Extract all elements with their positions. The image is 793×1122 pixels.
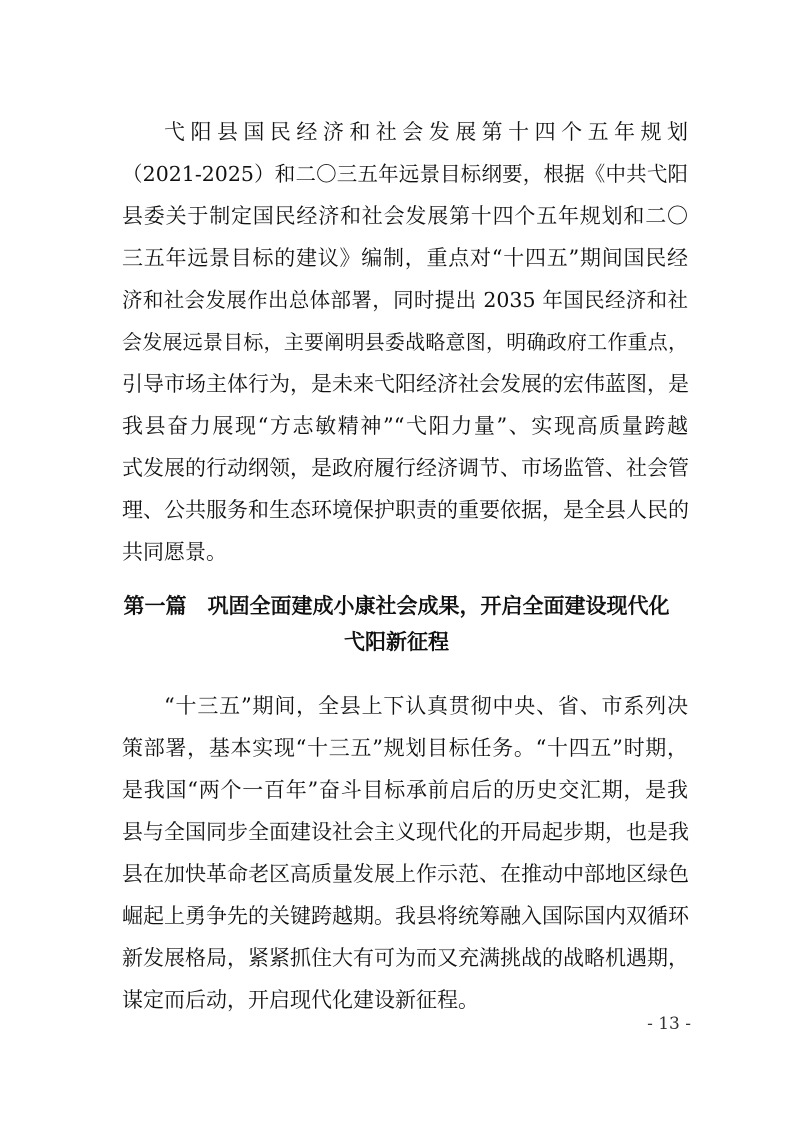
paragraph-line: 式发展的行动纲领，是政府履行经济调节、市场监管、社会管 [122, 456, 689, 480]
paragraph-line: “十三五”期间，全县上下认真贯彻中央、省、市系列决 [164, 694, 688, 718]
paragraph-line: 弋阳县国民经济和社会发展第十四个五年规划 [164, 120, 688, 144]
paragraph-line: 引导市场主体行为，是未来弋阳经济社会发展的宏伟蓝图，是 [122, 372, 689, 396]
paragraph-line: 三五年远景目标的建议》编制，重点对“十四五”期间国民经 [122, 246, 688, 270]
section-heading-line: 第一篇 巩固全面建成小康社会成果，开启全面建设现代化 [123, 594, 670, 618]
paragraph-line: 县在加快革命老区高质量发展上作示范、在推动中部地区绿色 [122, 862, 689, 886]
paragraph-line: （2021-2025）和二〇三五年远景目标纲要，根据《中共弋阳 [122, 162, 688, 186]
paragraph-line: 会发展远景目标，主要阐明县委战略意图，明确政府工作重点， [122, 330, 688, 354]
paragraph-line: 县与全国同步全面建设社会主义现代化的开局起步期，也是我 [122, 820, 689, 844]
paragraph-line: 策部署，基本实现“十三五”规划目标任务。“十四五”时期， [122, 736, 688, 760]
paragraph-line: 县委关于制定国民经济和社会发展第十四个五年规划和二〇 [122, 204, 688, 228]
paragraph-line: 是我国“两个一百年”奋斗目标承前启后的历史交汇期，是我 [122, 778, 688, 802]
paragraph-line: 济和社会发展作出总体部署，同时提出 2035 年国民经济和社 [122, 288, 688, 312]
paragraph-line: 谋定而后动，开启现代化建设新征程。 [122, 988, 479, 1012]
paragraph-line: 我县奋力展现“方志敏精神”“弋阳力量”、实现高质量跨越 [122, 414, 688, 438]
paragraph-line: 崛起上勇争先的关键跨越期。我县将统筹融入国际国内双循环 [122, 904, 689, 928]
page-number: - 13 - [647, 1014, 691, 1034]
section-heading-line: 弋阳新征程 [344, 630, 449, 654]
paragraph-line: 理、公共服务和生态环境保护职责的重要依据，是全县人民的 [122, 498, 689, 522]
paragraph-line: 新发展格局，紧紧抓住大有可为而又充满挑战的战略机遇期， [122, 946, 689, 970]
paragraph-line: 共同愿景。 [122, 540, 227, 564]
